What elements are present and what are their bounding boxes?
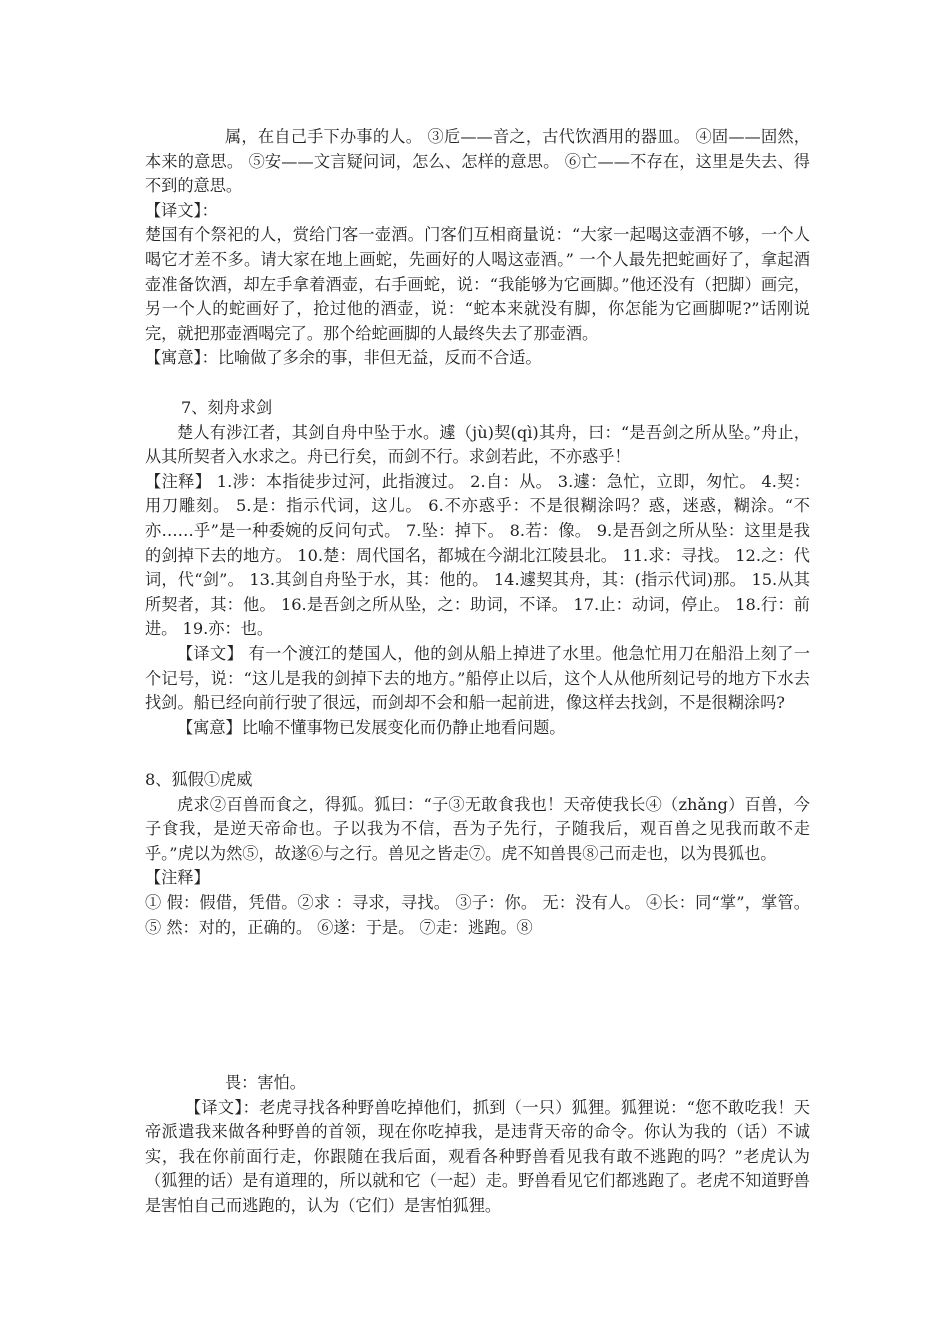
classical-text: 虎求②百兽而食之，得狐。狐曰：“子③无敢食我也！天帝使我长④（zhǎng）百兽，今子食我，是逆天帝命也。子以我为不信，吾为子先行，子随我后，观百兽之见我而敢不走乎。”虎以为然⑤，故遂⑥与之行。兽见之皆走⑦。虎不知兽畏⑧己而走也，以为畏狐也。 <box>145 794 810 863</box>
notes-paragraph: ① 假：假借，凭借。②求 ：寻求，寻找。 ③子：你。 无：没有人。 ④长：同“掌”，掌管。⑤ 然：对的，正确的。 ⑥遂：于是。 ⑦走：逃跑。⑧ <box>145 892 810 937</box>
translation-paragraph: 【译文】：老虎寻找各种野兽吃掉他们，抓到（一只）狐狸。狐狸说：“您不敢吃我！天帝派遣我来做各种野兽的首领，现在你吃掉我，是违背天帝的命令。你认为我的（话）不诚实，我在你前面行走，你跟随在我后面，观看各种野兽看见我有敢不逃跑的吗？”老虎认为（狐狸的话）是有道理的，所以就和它（一起）走。野兽看见它们都逃跑了。老虎不知道野兽是害怕自己而逃跑的，认为（它们）是害怕狐狸。 <box>145 1097 810 1215</box>
section-ke-zhou-qiu-jian <box>145 396 810 740</box>
section-hua-she-tian-zu <box>145 125 810 371</box>
notes-continuation: 属，在自己手下办事的人。 ③卮——音之，古代饮酒用的器皿。 ④固——固然，本来的意思。 ⑤安——文言疑问词，怎么、怎样的意思。 ⑥亡——不存在，这里是失去、得不到的意思。 <box>145 127 810 196</box>
notes-paragraph: 【注释】 1.涉：本指徒步过河，此指渡过。 2.自：从。 3.遽：急忙，立即，匆忙。 4.契：用刀雕刻。 5.是：指示代词，这儿。 6.不亦惑乎：不是很糊涂吗？惑，迷惑，糊涂。“不亦……乎”是一种委婉的反问句式。 7.坠：掉下。 8.若：像。 9.是吾剑之所从坠：这里是我的剑掉下去的地方。 10.楚：周代国名，都城在今湖北江陵县北。 11.求：寻找。 12.之：代词，代“剑”。 13.其剑自舟坠于水，其：他的。 14.遽契其舟，其：(指示代词)那。 15.从其所契者，其：他。 16.是吾剑之所从坠，之：助词，不译。 17.止：动词，停止。 18.行：前进。 19.亦：也。 <box>145 471 810 639</box>
moral-paragraph: 【寓意】：比喻做了多余的事，非但无益，反而不合适。 <box>145 348 542 368</box>
section-heading: 8、狐假①虎威 <box>145 770 253 789</box>
moral-paragraph: 【寓意】比喻不懂事物已发展变化而仍静止地看问题。 <box>177 717 566 737</box>
translation-paragraph: 【译文】 有一个渡江的楚国人，他的剑从船上掉进了水里。他急忙用刀在船沿上刻了一个记号，说：“这儿是我的剑掉下去的地方。”船停止以后，这个人从他所刻记号的地方下水去找剑。船已经向前行驶了很远，而剑却不会和船一起前进，像这样去找剑，不是很糊涂吗? <box>145 643 810 713</box>
translation-label: 【译文】： <box>145 200 218 220</box>
section-hu-jia-hu-wei-continued <box>145 1071 810 1219</box>
translation-paragraph: 楚国有个祭祀的人，赏给门客一壶酒。门客们互相商量说：“大家一起喝这壶酒不够，一个人喝它才差不多。请大家在地上画蛇，先画好的人喝这壶酒。” 一个人最先把蛇画好了，拿起酒壶准备饮酒，却左手拿着酒壶，右手画蛇，说：“我能够为它画脚。”他还没有（把脚）画完，另一个人的蛇画好了，抢过他的酒壶，说：“蛇本来就没有脚，你怎能为它画脚呢?”话刚说完，就把那壶酒喝完了。那个给蛇画脚的人最终失去了那壶酒。 <box>145 225 810 343</box>
classical-text: 楚人有涉江者，其剑自舟中坠于水。遽（jù)契(qì)其舟，曰：“是吾剑之所从坠。”舟止，从其所契者入水求之。舟已行矣，而剑不行。求剑若此，不亦惑乎！ <box>145 422 810 467</box>
notes-label: 【注释】 <box>145 868 210 888</box>
notes-continuation: 畏：害怕。 <box>225 1073 306 1092</box>
section-heading: 7、刻舟求剑 <box>181 398 273 417</box>
section-hu-jia-hu-wei <box>145 768 810 940</box>
